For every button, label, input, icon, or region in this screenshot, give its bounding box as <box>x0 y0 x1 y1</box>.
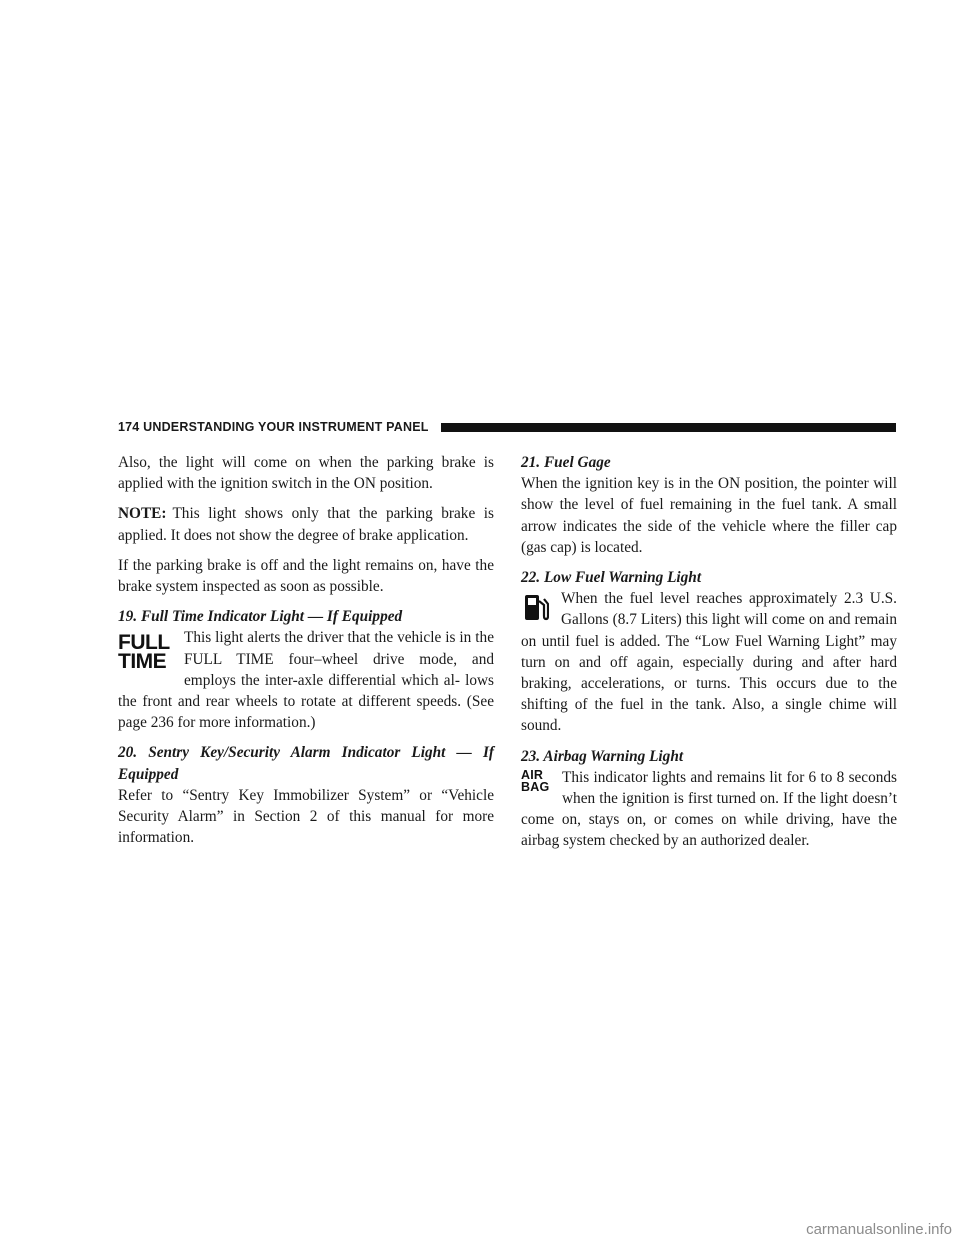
full-time-icon-line2: TIME <box>118 650 167 674</box>
section-23-body <box>521 767 897 852</box>
page-header <box>118 420 896 436</box>
section-21-heading: 21. Fuel Gage <box>521 454 611 471</box>
section-22-heading: 22. Low Fuel Warning Light <box>521 569 702 587</box>
full-time-icon <box>118 631 172 674</box>
section-22-text: When the fuel level reaches approximately 2.3 U.S. Gallons (8.7 Liters) this light will come on and remain on until fuel is added. The “Low Fuel Warning Light” may turn on and off again, especially during and after hard braking, accelerations, or turns. This occurs due to the shifting of the fuel in the tank. Also, a single chime will sound. <box>521 590 897 735</box>
section-21-text: When the ignition key is in the ON position, the pointer will show the level of fuel remaining in the fuel tank. A small arrow indicates the side of the vehicle where the filler cap (gas cap) is located. <box>521 475 897 556</box>
fuel-pump-icon <box>523 592 551 628</box>
header-rule <box>441 423 896 432</box>
airbag-icon-line2: BAG <box>521 779 550 794</box>
paragraph-parking-brake: Also, the light will come on when the parking brake is applied with the ignition switch in the ON position. <box>118 454 494 493</box>
section-20-text: Refer to “Sentry Key Immobilizer System” or “Vehicle Security Alarm” in Section 2 of this manual for more information. <box>118 786 494 847</box>
full-time-icon-line1: FULL <box>118 631 170 655</box>
section-19-body <box>118 627 494 733</box>
section-23-text: This indicator lights and remains lit for 6 to 8 seconds when the ignition is first turned on. If the light doesn’t come on, stays on, or comes on while driving, have the airbag system checked by an authorized dealer. <box>521 768 897 850</box>
paragraph-inspect-brakes: If the parking brake is off and the light remains on, have the brake system inspected as soon as possible. <box>118 556 494 596</box>
section-19-text: This light alerts the driver that the vehicle is in the FULL TIME four–wheel drive mode, and employs the inter-axle differential which al- lows the front and rear wheels to rotate at different speeds. (See page 236 for more information.) <box>118 629 494 732</box>
airbag-icon-line1: AIR <box>521 767 544 782</box>
page-number-title: 174 UNDERSTANDING YOUR INSTRUMENT PANEL <box>118 420 429 434</box>
note-label: NOTE: <box>118 505 167 523</box>
left-column <box>118 452 494 857</box>
section-22-body <box>521 588 897 736</box>
section-20-heading: 20. Sentry Key/Security Alarm Indicator Light — If Equipped <box>118 744 494 783</box>
note-text: This light shows only that the parking brake is applied. It does not show the degree of brake application. <box>118 505 494 544</box>
right-column <box>521 452 897 861</box>
airbag-icon <box>521 769 554 793</box>
section-23-heading: 23. Airbag Warning Light <box>521 747 684 765</box>
site-watermark: carmanualsonline.info <box>806 1221 952 1238</box>
note-paragraph <box>118 503 494 545</box>
section-19-heading: 19. Full Time Indicator Light — If Equipped <box>118 608 403 626</box>
